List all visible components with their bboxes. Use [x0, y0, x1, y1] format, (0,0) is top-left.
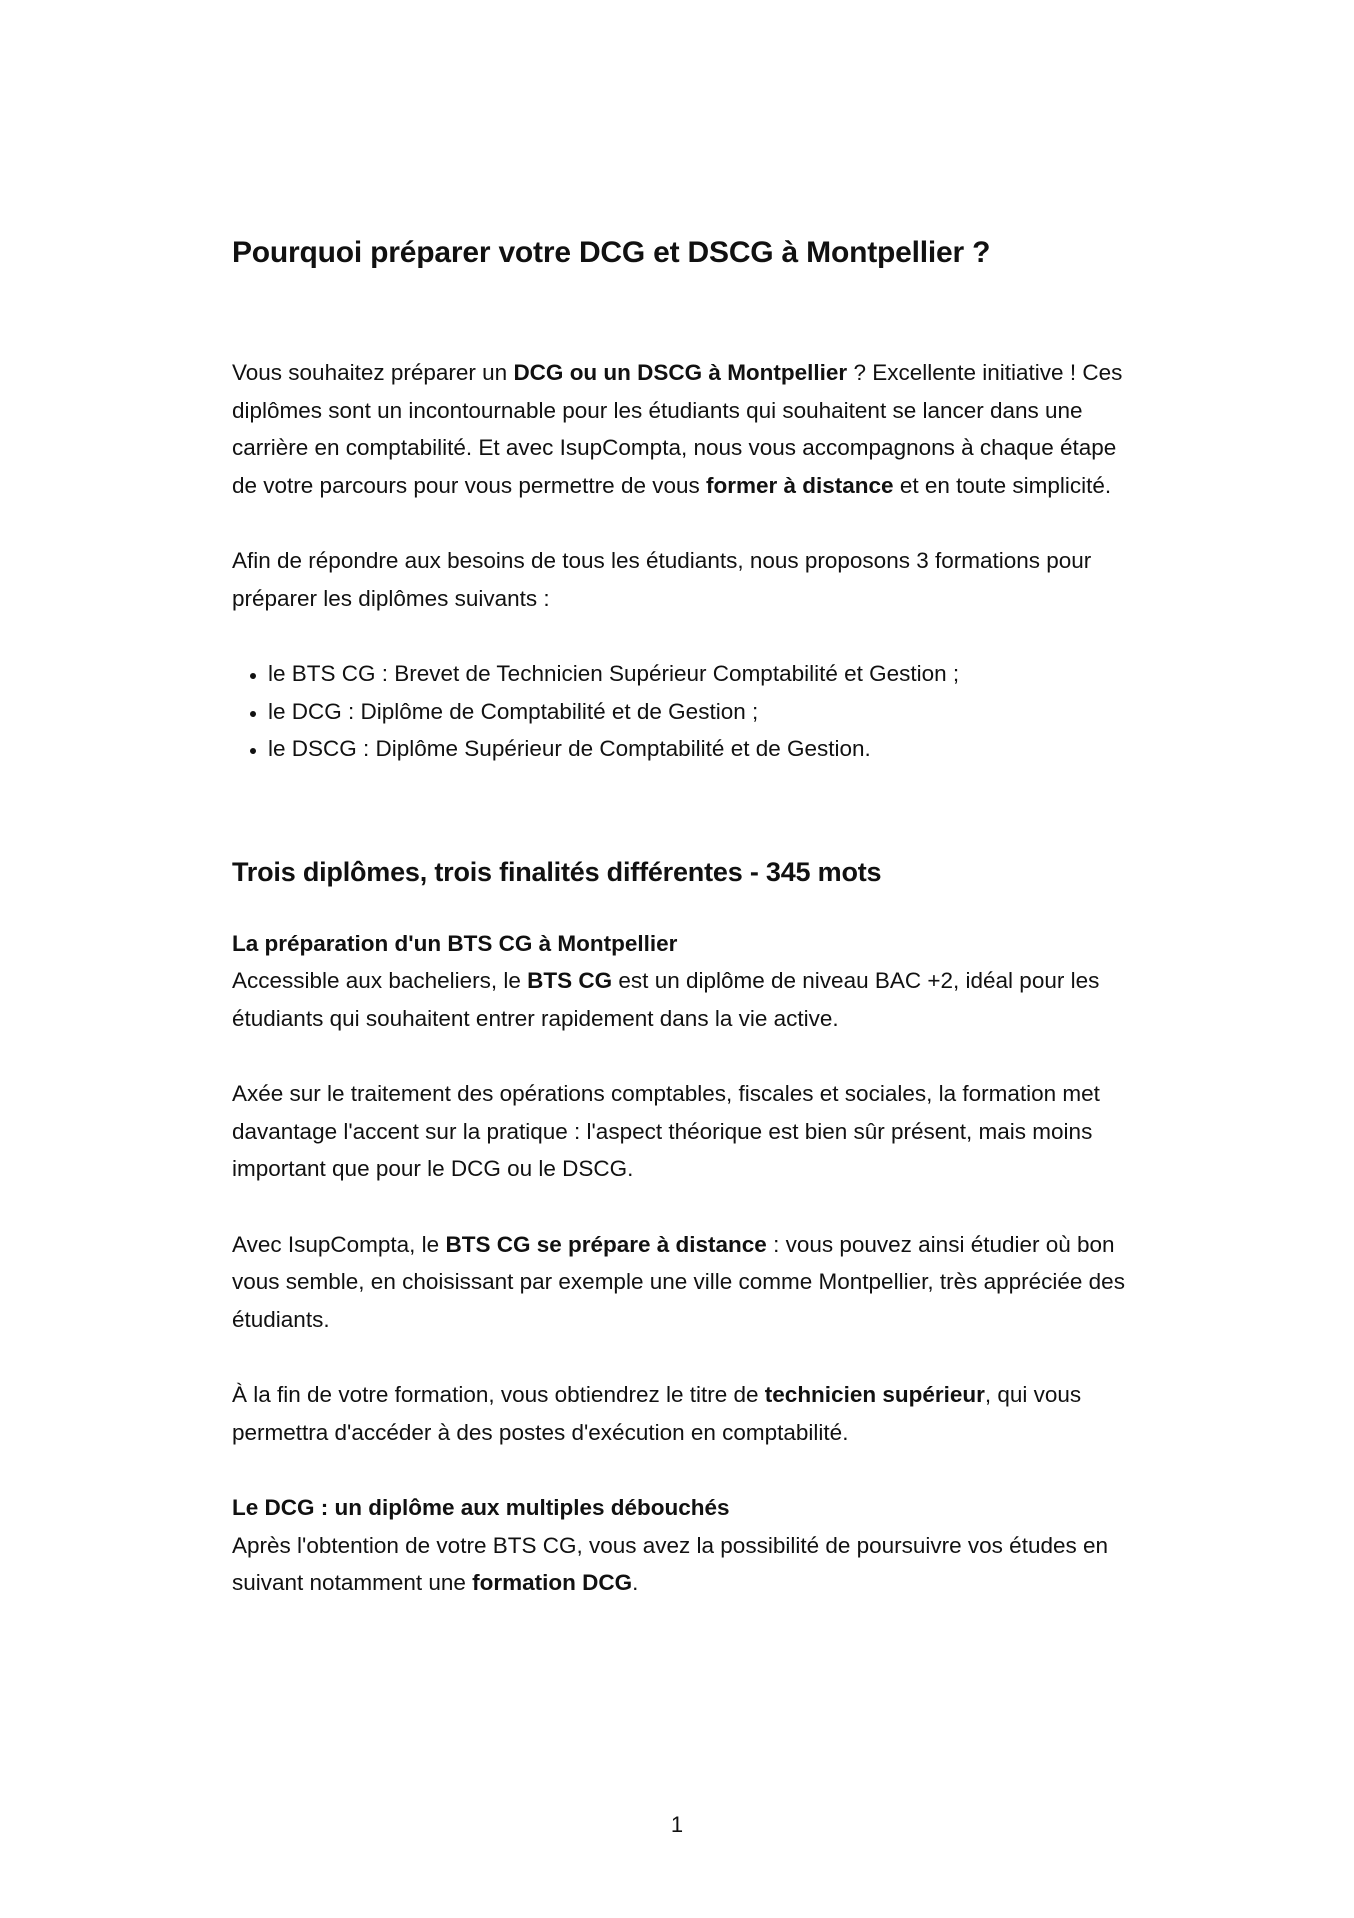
intro-paragraph — [232, 354, 1142, 504]
section-title: Trois diplômes, trois finalités différentes - 345 mots — [232, 856, 882, 887]
bts-paragraph-4 — [232, 1376, 1142, 1451]
text-span: , qui vous permettra d'accéder à des postes d'exécution en comptabilité. — [232, 1382, 1082, 1445]
page-number: 1 — [670, 1812, 684, 1837]
spacer — [232, 1037, 1142, 1075]
text-span: Avec IsupCompta, le — [232, 1231, 446, 1257]
bts-paragraph-2: Axée sur le traitement des opérations comptables, fiscales et sociales, la formation met davantage l'accent sur la pratique : l'aspect théorique est bien sûr présent, mais moins important que pour le DCG ou le DSCG. — [232, 1081, 1100, 1181]
bold-span: BTS CG se prépare à distance — [445, 1231, 767, 1257]
list-item: • le BTS CG : Brevet de Technicien Supérieur Comptabilité et Gestion ; — [268, 655, 1142, 693]
bts-paragraph-3 — [232, 1226, 1142, 1339]
spacer — [232, 891, 1142, 925]
text-span: : vous pouvez ainsi étudier où bon vous semble, en choisissant par exemple une ville comme Montpellier, très appréciée des étudiants. — [232, 1231, 1125, 1332]
subheading-dcg: Le DCG : un diplôme aux multiples débouchés — [232, 1495, 730, 1520]
text-span: Accessible aux bacheliers, le — [232, 968, 528, 993]
spacer — [232, 768, 1142, 853]
spacer — [232, 617, 1142, 655]
diploma-list — [232, 655, 1142, 768]
spacer — [232, 1338, 1142, 1376]
bold-span: technicien supérieur — [764, 1382, 985, 1407]
formations-paragraph: Afin de répondre aux besoins de tous les étudiants, nous proposons 3 formations pour préparer les diplômes suivants : — [232, 548, 1092, 611]
spacer — [232, 1188, 1142, 1226]
intro-text-1: Vous souhaitez préparer un — [232, 360, 514, 385]
list-item: • le DSCG : Diplôme Supérieur de Comptabilité et de Gestion. — [268, 730, 1142, 768]
document-title: Pourquoi préparer votre DCG et DSCG à Montpellier ? — [232, 236, 991, 269]
text-span: est un diplôme de niveau BAC +2, idéal pour les étudiants qui souhaitent entrer rapidement dans la vie active. — [232, 968, 1100, 1031]
spacer — [232, 504, 1142, 542]
intro-text-2: ? Excellente initiative ! Ces diplômes sont un incontournable pour les étudiants qui souhaitent se lancer dans une carrière en comptabilité. Et avec IsupCompta, nous vous accompagnons à chaque étape de votre parcours pour vous permettre de vous — [232, 360, 1123, 498]
intro-text-3: et en toute simplicité. — [893, 472, 1112, 498]
bold-span: formation DCG — [472, 1570, 633, 1595]
intro-bold-1: DCG ou un DSCG à Montpellier — [513, 360, 848, 385]
dcg-paragraph-1 — [232, 1527, 1142, 1602]
text-span: Après l'obtention de votre BTS CG, vous avez la possibilité de poursuivre vos études en suivant notamment une — [232, 1532, 1109, 1595]
list-item: • le DCG : Diplôme de Comptabilité et de Gestion ; — [268, 693, 1142, 731]
bts-paragraph-1 — [232, 962, 1142, 1037]
text-span: À la fin de votre formation, vous obtiendrez le titre de — [232, 1382, 765, 1407]
text-span: . — [632, 1570, 639, 1595]
spacer — [232, 274, 1142, 354]
spacer — [232, 1451, 1142, 1489]
subheading-bts: La préparation d'un BTS CG à Montpellier — [232, 930, 678, 956]
document-content — [232, 232, 1142, 1602]
intro-bold-2: former à distance — [706, 472, 894, 498]
bold-span: BTS CG — [527, 968, 613, 993]
